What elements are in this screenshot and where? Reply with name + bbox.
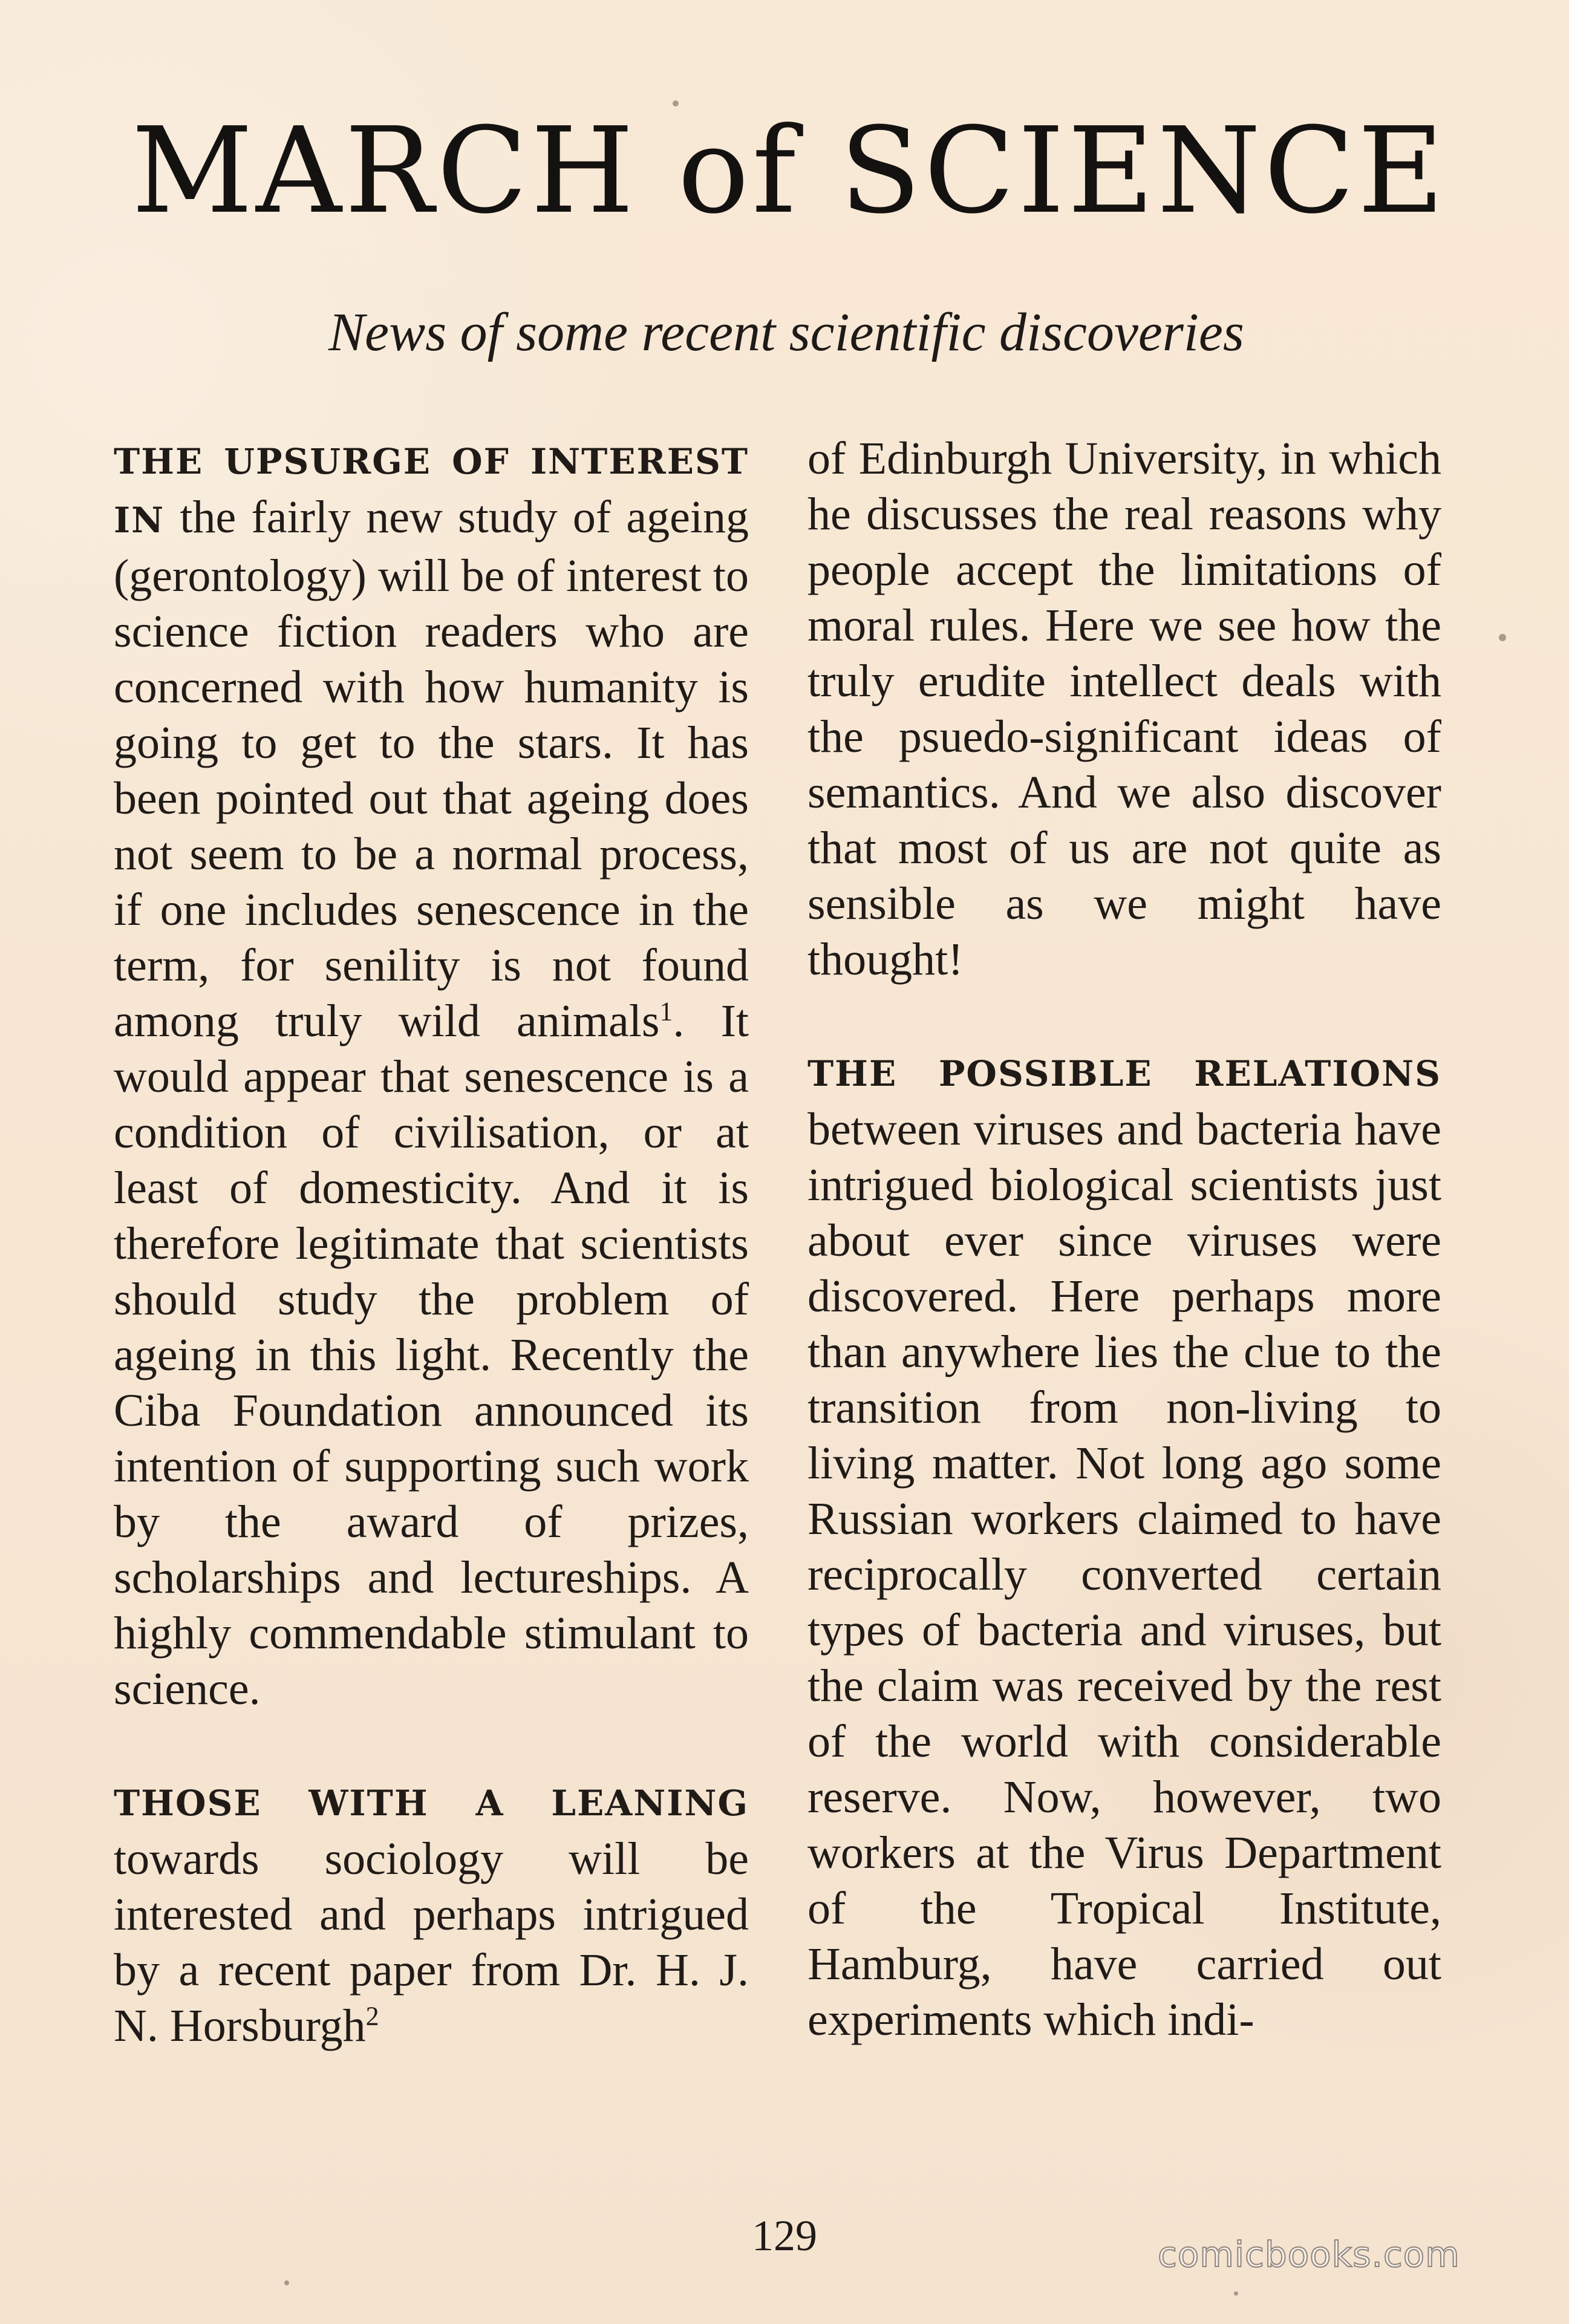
left-paragraph-2-lead: THOSE WITH A LEANING [114, 1783, 749, 1824]
left-paragraph-2-text: towards sociology will be interested and perhaps intrigued by a recent paper from Dr. H. J. N. Horsburgh [114, 1833, 749, 2051]
right-paragraph-2-lead: THE POSSIBLE RELATIONS [807, 1053, 1441, 1094]
article-title: MARCH of SCIENCE [131, 102, 1447, 240]
right-column [807, 431, 1441, 2048]
left-paragraph-1-text: the fairly new study of ageing (gerontology) will be of interest to science fiction readers who are concerned with how humanity is going to get to the stars. It has been pointed out that ageing does not seem to be a normal process, if one includes senescence in the term, for senility is not found among truly wild animals [114, 492, 749, 1046]
site-watermark: comicbooks.com [1158, 2234, 1460, 2275]
paper-speck [673, 100, 679, 106]
left-paragraph-1-lead: THE UPSURGE OF INTEREST IN [114, 441, 749, 541]
footnote-ref-2: 2 [365, 2001, 379, 2031]
left-paragraph-2 [114, 1772, 749, 2054]
right-paragraph-2 [807, 1043, 1441, 2048]
paper-speck [284, 2280, 289, 2285]
right-paragraph-2-text: between viruses and bacteria have intrigued biological scientists just about ever since viruses were discovered. Here perhaps more than anywhere lies the clue to the transition from non-living to living matter. Not long ago some Russian workers claimed to have reciprocally converted certain types of bacteria and viruses, but the claim was received by the rest of the world with considerable reserve. Now, however, two workers at the Virus Department of the Tropical Institute, Hamburg, have carried out experiments which indi- [807, 1104, 1441, 2045]
paper-speck [1234, 2291, 1238, 2296]
paper-speck [1499, 634, 1506, 641]
left-paragraph-1-tail: . It would appear that senescence is a condition of civilisation, or at least of domesticity. And it is therefore legitimate that scientists should study the problem of ageing in this light. Recently the Ciba Foundation announced its intention of supporting such work by the award of prizes, scholarships and lectureships. A highly commendable stimulant to science. [114, 996, 749, 1714]
right-paragraph-1: of Edinburgh University, in which he discusses the real reasons why people accept the limitations of moral rules. Here we see how the truly erudite intellect deals with the psuedo-significant ideas of semantics. And we also discover that most of us are not quite as sensible as we might have thought! [807, 433, 1441, 985]
left-column [114, 431, 749, 2054]
footnote-ref-1: 1 [659, 996, 673, 1027]
left-paragraph-1 [114, 431, 749, 1717]
article-subtitle: News of some recent scientific discoveries [328, 302, 1244, 362]
page-number: 129 [752, 2211, 817, 2260]
